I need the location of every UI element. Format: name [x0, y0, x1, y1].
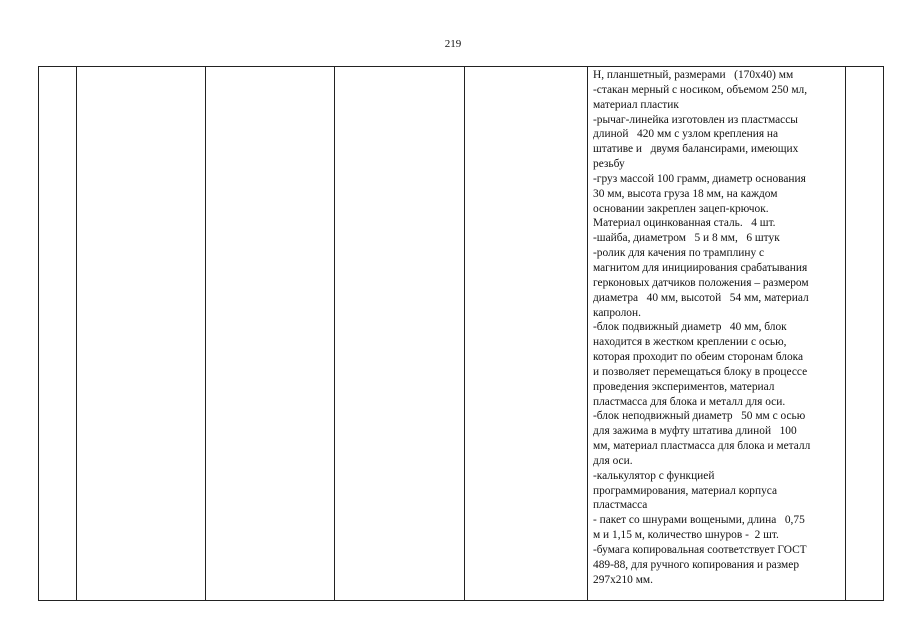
- description-line: Н, планшетный, размерами (170х40) мм: [593, 69, 794, 81]
- description-line: находится в жестком креплении с осью,: [593, 336, 787, 349]
- equipment-description-cell: [593, 68, 843, 588]
- column-divider: [845, 67, 846, 600]
- description-line: -шайба, диаметром 5 и 8 мм, 6 штук: [593, 232, 780, 245]
- specification-table: [38, 66, 884, 601]
- description-line: 30 мм, высота груза 18 мм, на каждом: [593, 187, 778, 200]
- page-number: 219: [444, 38, 462, 50]
- description-line: - пакет со шнурами вощеными, длина 0,75: [593, 514, 805, 527]
- description-line: и позволяет перемещаться блоку в процессе: [593, 365, 808, 378]
- description-line: 489-88, для ручного копирования и размер: [593, 558, 800, 571]
- column-divider: [205, 67, 206, 600]
- description-line: мм, материал пластмасса для блока и металл: [593, 440, 811, 453]
- description-line: длиной 420 мм с узлом крепления на: [593, 128, 779, 141]
- description-line: Материал оцинкованная сталь. 4 шт.: [593, 217, 776, 230]
- column-divider: [334, 67, 335, 600]
- description-line: резьбу: [593, 158, 625, 171]
- description-line: -блок неподвижный диаметр 50 мм с осью: [593, 410, 806, 423]
- description-line: магнитом для инициирования срабатывания: [593, 261, 808, 274]
- description-line: -груз массой 100 грамм, диаметр основания: [593, 172, 806, 185]
- description-line: диаметра 40 мм, высотой 54 мм, материал: [593, 291, 809, 304]
- description-line: для зажима в муфту штатива длиной 100: [593, 425, 797, 438]
- description-line: -ролик для качения по трамплину с: [593, 247, 765, 260]
- description-line: которая проходит по обеим сторонам блока: [593, 351, 804, 364]
- description-line: основании закреплен зацеп-крючок.: [593, 202, 769, 215]
- description-line: -бумага копировальная соответствует ГОСТ: [593, 544, 807, 556]
- description-line: -стакан мерный с носиком, объемом 250 мл,: [593, 83, 808, 96]
- description-line: 297х210 мм.: [593, 573, 653, 586]
- description-line: проведения экспериментов, материал: [593, 380, 775, 393]
- description-line: пластмасса: [593, 499, 648, 512]
- description-line: капролон.: [593, 306, 641, 319]
- description-line: герконовых датчиков положения – размером: [593, 276, 809, 289]
- description-line: -блок подвижный диаметр 40 мм, блок: [593, 321, 787, 334]
- description-line: штативе и двумя балансирами, имеющих: [593, 143, 799, 156]
- description-line: программирования, материал корпуса: [593, 484, 778, 497]
- description-line: -калькулятор с функцией: [593, 469, 715, 482]
- description-line: пластмасса для блока и металл для оси.: [593, 395, 786, 408]
- column-divider: [464, 67, 465, 600]
- column-divider: [76, 67, 77, 600]
- description-line: -рычаг-линейка изготовлен из пластмассы: [593, 113, 798, 126]
- description-line: для оси.: [593, 454, 633, 467]
- column-divider: [587, 67, 588, 600]
- description-line: материал пластик: [593, 98, 679, 111]
- description-line: м и 1,15 м, количество шнуров - 2 шт.: [593, 529, 779, 542]
